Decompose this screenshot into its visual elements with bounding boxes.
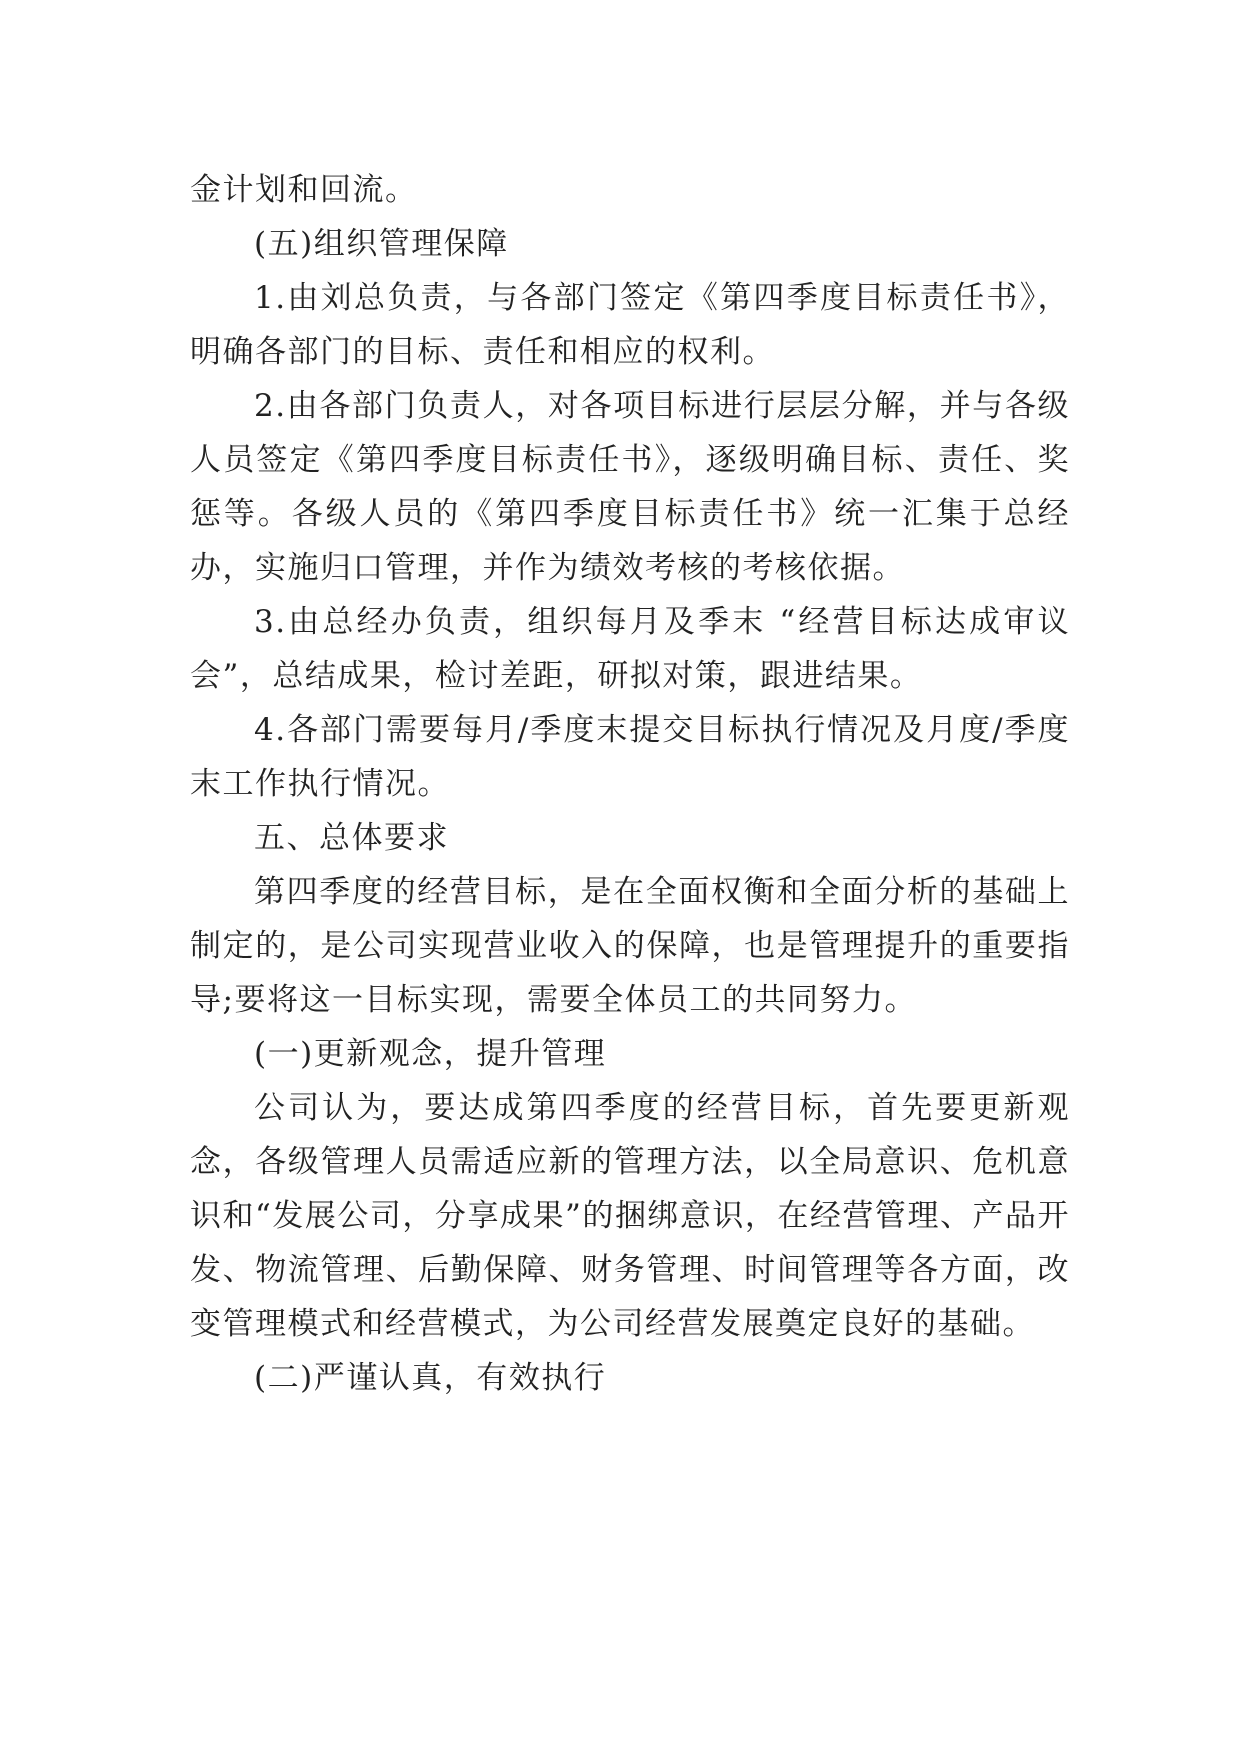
section-heading-rigorous-execution: (二)严谨认真，有效执行 <box>254 1360 607 1396</box>
list-item-2: 2.由各部门负责人，对各项目标进行层层分解，并与各级人员签定《第四季度目标责任书》，逐级明确目标、责任、奖惩等。各级人员的《第四季度目标责任书》统一汇集于总经办，实施归口管理，并作为绩效考核的考核依据。 <box>190 388 1070 586</box>
chapter-heading-overall-requirements: 五、总体要求 <box>254 820 449 856</box>
paragraph-overall-requirements: 第四季度的经营目标，是在全面权衡和全面分析的基础上制定的，是公司实现营业收入的保障，也是管理提升的重要指导;要将这一目标实现，需要全体员工的共同努力。 <box>190 874 1070 1018</box>
paragraph-continuation: 金计划和回流。 <box>190 172 418 208</box>
paragraph-update-concepts: 公司认为，要达成第四季度的经营目标，首先要更新观念，各级管理人员需适应新的管理方法，以全局意识、危机意识和“发展公司，分享成果”的捆绑意识，在经营管理、产品开发、物流管理、后勤保障、财务管理、时间管理等各方面，改变管理模式和经营模式，为公司经营发展奠定良好的基础。 <box>190 1090 1070 1342</box>
list-item-3: 3.由总经办负责，组织每月及季末 “经营目标达成审议会”，总结成果，检讨差距，研拟对策，跟进结果。 <box>190 604 1070 694</box>
section-heading-org-management: (五)组织管理保障 <box>254 226 509 262</box>
list-item-1: 1.由刘总负责，与各部门签定《第四季度目标责任书》，明确各部门的目标、责任和相应的权利。 <box>190 280 1070 370</box>
document-body <box>190 163 1070 1405</box>
section-heading-update-concepts: (一)更新观念，提升管理 <box>254 1036 607 1072</box>
list-item-4: 4.各部门需要每月/季度末提交目标执行情况及月度/季度末工作执行情况。 <box>190 712 1070 802</box>
